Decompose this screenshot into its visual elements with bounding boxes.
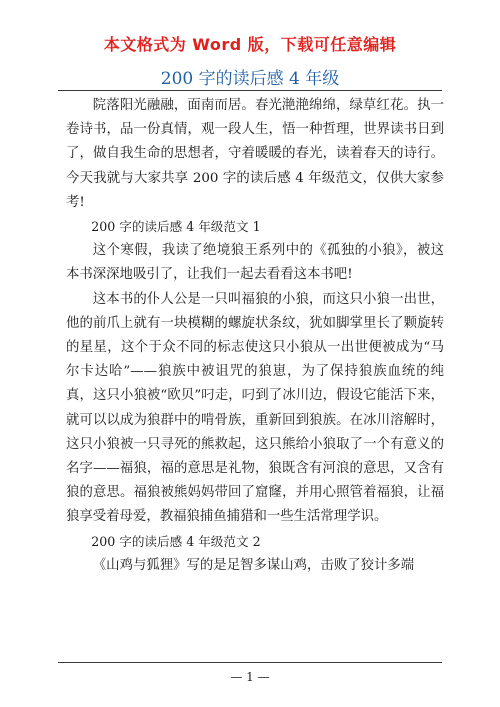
section-heading-1: 200 字的读后感 4 年级范文 1 xyxy=(91,219,261,235)
body-paragraph: 《山鸡与狐狸》写的是足智多谋山鸡，击败了狡计多端 xyxy=(92,557,415,573)
page-number: — 1 — xyxy=(230,670,270,684)
body-paragraph: 这本书的仆人公是一只叫福狼的小狼，而这只小狼一出世，他的前爪上就有一块模糊的螺旋状条纹，犹如脚掌里长了颗旋转的星星，这个于众不同的标志使这只小狼从一出世便被成为“马尔卡达哈”——狼族中被诅咒的狼崽，为了保持狼族血统的纯真，这只小狼被“欧贝”叼走，叼到了冰川边，假设它能活下来，就可以以成为狼群中的啃骨族，重新回到狼族。在冰川溶解时，这只小狼被一只寻死的熊救起，这只熊给小狼取了一个有意义的名字——福狼，福的意思是礼物，狼既含有河浪的意思，又含有狼的意思。福狼被熊妈妈带回了窟窿，并用心照管着福狼，让福狼享受着母爱，教福狼捕鱼捕猎和一些生活常理学识。 xyxy=(66,291,444,525)
document-title: 200 字的读后感 4 年级 xyxy=(160,69,340,89)
title-divider xyxy=(58,90,442,91)
section-heading-2: 200 字的读后感 4 年级范文 2 xyxy=(91,533,261,549)
intro-paragraph: 院落阳光融融，面南而居。春光滟滟绵绵，绿草红花。执一卷诗书，品一份真情，观一段人生，悟一种哲理，世界读书日到了，做自我生命的思想者，守着暖暖的春光，读着春天的诗行。今天我就与大家共享 200 字的读后感 4 年级范文，仅供大家参考! xyxy=(66,98,444,210)
edit-banner: 本文格式为 Word 版，下载可任意编辑 xyxy=(103,35,397,54)
body-paragraph: 这个寒假，我读了绝境狼王系列中的《孤独的小狼》，被这本书深深地吸引了，让我们一起去看看这本书吧! xyxy=(66,243,444,283)
document-body xyxy=(66,94,444,578)
footer-divider xyxy=(58,662,442,663)
